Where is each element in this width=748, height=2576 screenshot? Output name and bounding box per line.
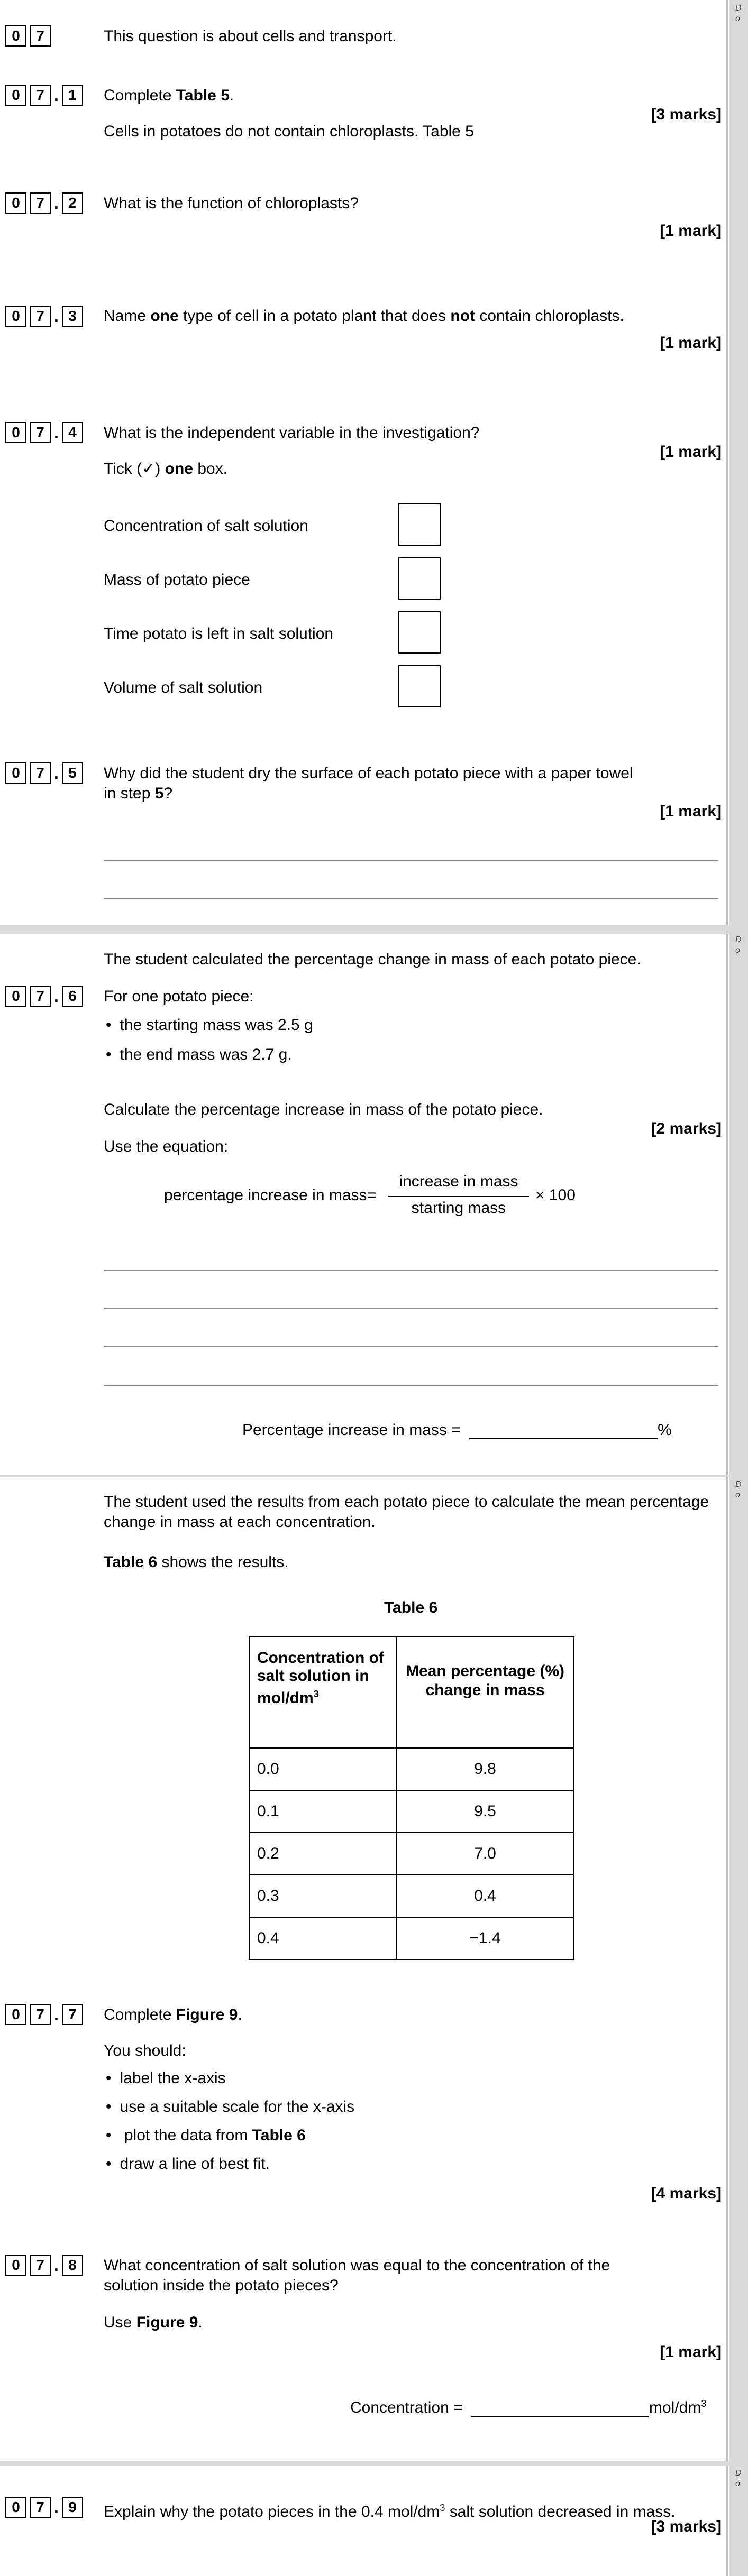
table-title: Table 6 [384,1599,438,1616]
question-number-07-5: 0 7 . 5 [5,762,86,784]
list-item: • use a suitable scale for the x-axis [106,2098,354,2116]
option-label: Mass of potato piece [104,571,250,588]
page-3-margin-line [726,1477,728,2461]
question-number-07-1: 0 7 . 1 [5,85,86,106]
marks-label: [1 mark] [660,222,722,240]
calc-instruction: Calculate the percentage increase in mass of the potato piece. [104,1101,543,1118]
option-label: Volume of salt solution [104,679,263,696]
list-item: • the starting mass was 2.5 g [106,1016,313,1034]
answer-line[interactable] [104,860,718,861]
question-number-07-8: 0 7 . 8 [5,2255,86,2276]
table-row [249,1875,574,1917]
tick-box-concentration[interactable] [398,503,441,546]
marks-label: [1 mark] [660,334,722,352]
answer-line[interactable] [104,898,718,899]
equation-denominator: starting mass [411,1199,506,1217]
question-number-07-6: 0 7 . 6 [5,986,86,1007]
cell-concentration: 0.3 [249,1875,396,1917]
question-prompt: Complete Table 5. [104,87,234,104]
marks-label: [3 marks] [651,106,722,123]
marks-label: [1 mark] [660,443,722,461]
answer-line[interactable] [104,1308,718,1309]
list-item: • the end mass was 2.7 g. [106,1046,292,1064]
list-item: • label the x-axis [106,2069,226,2087]
answer-input[interactable] [471,2400,649,2417]
cutoff-text: Cells in potatoes do not contain chloroplasts. Table 5 [104,123,474,140]
question-prompt: What is the function of chloroplasts? [104,195,359,212]
cell-change: 9.8 [396,1748,574,1790]
answer-label: Percentage increase in mass = [242,1421,461,1439]
instruction: Use Figure 9. [104,2314,203,2331]
cell-change: 9.5 [396,1790,574,1833]
margin-note: D o [735,935,742,955]
marks-label: [2 marks] [651,1120,722,1137]
marks-label: [1 mark] [660,2343,722,2361]
margin-note: D o [735,4,742,23]
table-row [249,1917,574,1959]
table-row [249,1790,574,1833]
results-table [249,1636,574,1960]
table-row [249,1833,574,1875]
question-number-07-3: 0 7 . 3 [5,306,86,327]
answer-label: Concentration = [350,2399,463,2416]
question-prompt: Why did the student dry the surface of each potato piece with a paper towel in step 5? [104,765,633,802]
margin-note: D o [735,1480,742,1499]
cell-change: 0.4 [396,1875,574,1917]
page-2-margin-line [726,934,728,1475]
tick-box-mass[interactable] [398,557,441,600]
marks-label: [3 marks] [651,2518,722,2535]
question-intro: This question is about cells and transport. [104,27,397,45]
answer-unit: % [658,1421,672,1439]
cell-concentration: 0.0 [249,1748,396,1790]
cell-change: 7.0 [396,1833,574,1875]
cell-change: −1.4 [396,1917,574,1959]
answer-line[interactable] [104,1270,718,1271]
section-intro: The student calculated the percentage change in mass of each potato piece. [104,951,641,968]
question-prompt: For one potato piece: [104,988,254,1005]
answer-input[interactable] [469,1422,658,1439]
cell-concentration: 0.1 [249,1790,396,1833]
question-prompt: What concentration of salt solution was equal to the concentration of the solution inside the potato pieces? [104,2257,610,2294]
question-prompt: Name one type of cell in a potato plant that does not contain chloroplasts. [104,307,624,325]
list-item: • draw a line of best fit. [106,2155,270,2173]
table-reference: Table 6 shows the results. [104,1553,289,1571]
answer-line[interactable] [104,1385,718,1386]
page-1-margin-line [726,0,728,925]
tick-box-time[interactable] [398,611,441,654]
question-number-07-2: 0 7 . 2 [5,192,86,214]
question-number-07: 0 7 [5,25,54,47]
instruction: You should: [104,2042,186,2059]
option-label: Concentration of salt solution [104,517,308,535]
margin-note: D o [735,2469,742,2488]
cell-concentration: 0.2 [249,1833,396,1875]
tick-instruction: Tick (✓) one box. [104,460,228,477]
equation-numerator: increase in mass [399,1173,518,1190]
answer-line[interactable] [104,1346,718,1347]
option-label: Time potato is left in salt solution [104,625,334,642]
question-prompt: What is the independent variable in the investigation? [104,424,480,441]
question-prompt: Complete Figure 9. [104,2006,242,2023]
question-number-07-4: 0 7 . 4 [5,422,86,443]
equation-multiplier: × 100 [535,1186,576,1204]
table-header-concentration: Concentration of salt solution in mol/$dm^3$ [249,1637,396,1748]
list-item: • plot the data from Table 6 [106,2127,306,2145]
equation-lhs: percentage increase in mass [164,1186,367,1204]
marks-label: [4 marks] [651,2185,722,2202]
tick-box-volume[interactable] [398,665,441,707]
table-row [249,1748,574,1790]
fraction-bar [388,1196,529,1197]
answer-row [242,1421,672,1439]
cell-concentration: 0.4 [249,1917,396,1959]
page-4-margin-line [726,2466,728,2576]
page-2 [0,934,729,1475]
table-intro: The student used the results from each potato piece to calculate the mean percentage change in mass at each concentration. [104,1493,709,1531]
question-number-07-7: 0 7 . 7 [5,2004,86,2025]
answer-row [350,2398,706,2417]
equation-equals: = [367,1186,377,1204]
question-prompt: Explain why the potato pieces in the 0.4 mol/$dm^3$ salt solution decreased in mass. [104,2503,676,2520]
table-header-change: Mean percentage (%) change in mass [396,1637,574,1748]
marks-label: [1 mark] [660,803,722,820]
equation-intro: Use the equation: [104,1138,229,1155]
answer-unit: mol/$dm^3$ [649,2398,707,2416]
question-number-07-9: 0 7 . 9 [5,2497,86,2518]
